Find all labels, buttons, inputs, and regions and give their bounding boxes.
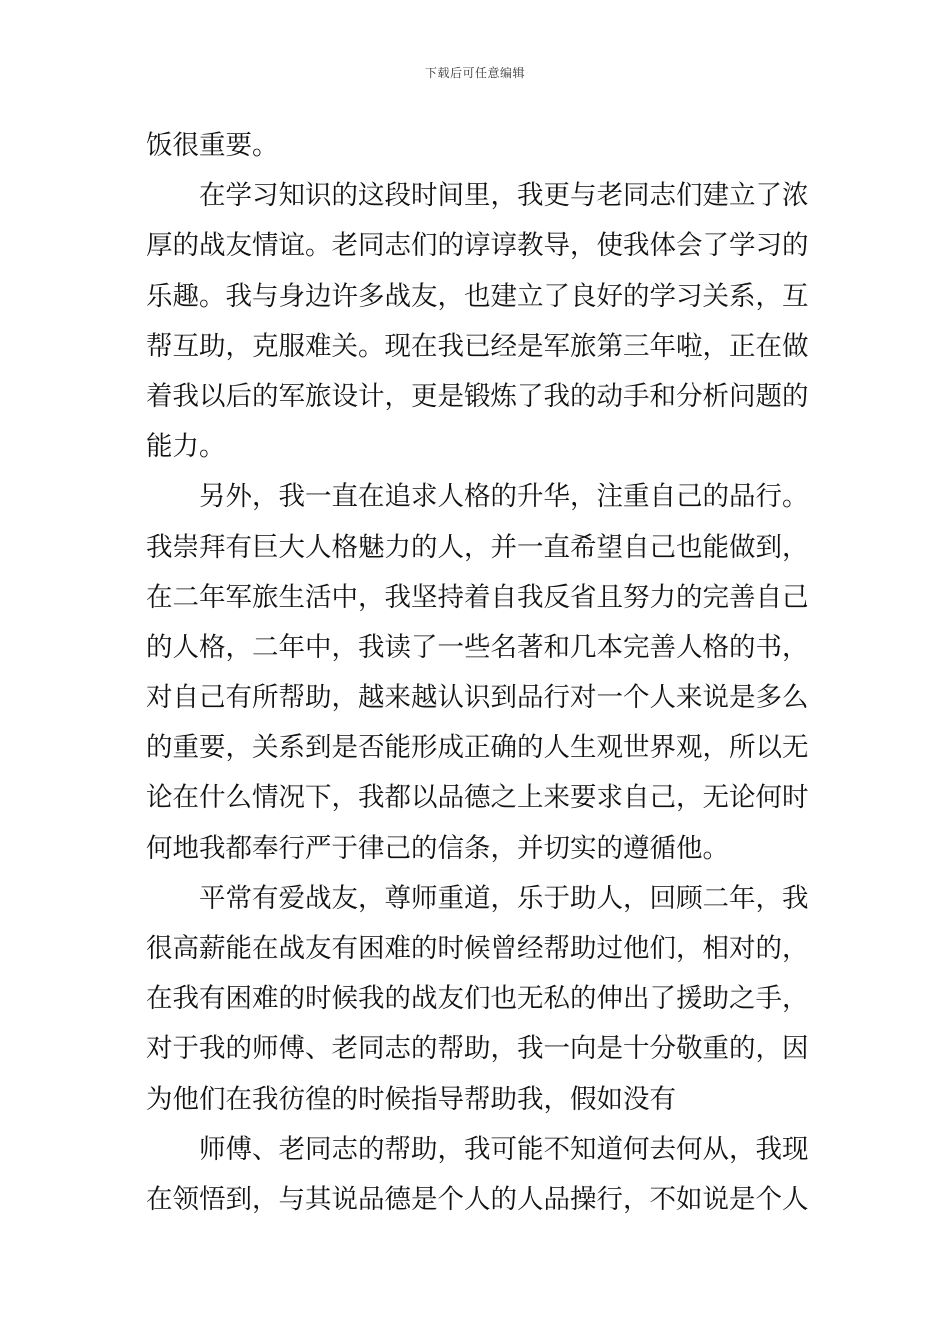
text-line: 论在什么情况下，我都以品德之上来要求自己，无论何时 xyxy=(146,782,809,814)
text-line: 对于我的师傅、老同志的帮助，我一向是十分敬重的，因 xyxy=(146,1033,809,1065)
text-line: 的人格，二年中，我读了一些名著和几本完善人格的书， xyxy=(146,631,809,663)
text-line: 能力。 xyxy=(146,431,226,463)
text-line: 厚的战友情谊。老同志们的谆谆教导，使我体会了学习的 xyxy=(146,230,809,262)
text-line: 着我以后的军旅设计，更是锻炼了我的动手和分析问题的 xyxy=(146,380,809,412)
page-header: 下载后可任意编辑 xyxy=(424,66,525,80)
body-text xyxy=(146,121,808,1225)
text-line: 的重要，关系到是否能形成正确的人生观世界观，所以无 xyxy=(146,732,809,764)
text-line: 我崇拜有巨大人格魅力的人，并一直希望自己也能做到， xyxy=(146,531,809,563)
text-line: 对自己有所帮助，越来越认识到品行对一个人来说是多么 xyxy=(146,682,809,714)
text-line: 平常有爱战友，尊师重道，乐于助人，回顾二年，我 xyxy=(199,882,809,914)
text-line: 为他们在我彷徨的时候指导帮助我，假如没有 xyxy=(146,1083,676,1115)
text-line: 在二年军旅生活中，我坚持着自我反省且努力的完善自己 xyxy=(146,581,809,613)
text-line: 乐趣。我与身边许多战友，也建立了良好的学习关系，互 xyxy=(146,280,809,312)
text-line: 在学习知识的这段时间里，我更与老同志们建立了浓 xyxy=(199,180,809,212)
text-line: 另外，我一直在追求人格的升华，注重自己的品行。 xyxy=(199,481,809,513)
text-line: 何地我都奉行严于律己的信条，并切实的遵循他。 xyxy=(146,832,729,864)
text-line: 在领悟到，与其说品德是个人的人品操行，不如说是个人 xyxy=(146,1183,809,1215)
text-line: 很高薪能在战友有困难的时候曾经帮助过他们，相对的， xyxy=(146,933,809,964)
text-line: 帮互助，克服难关。现在我已经是军旅第三年啦，正在做 xyxy=(146,330,809,362)
text-line: 师傅、老同志的帮助，我可能不知道何去何从，我现 xyxy=(199,1133,809,1165)
text-line: 在我有困难的时候我的战友们也无私的伸出了援助之手， xyxy=(146,983,809,1015)
text-line: 饭很重要。 xyxy=(146,130,279,161)
